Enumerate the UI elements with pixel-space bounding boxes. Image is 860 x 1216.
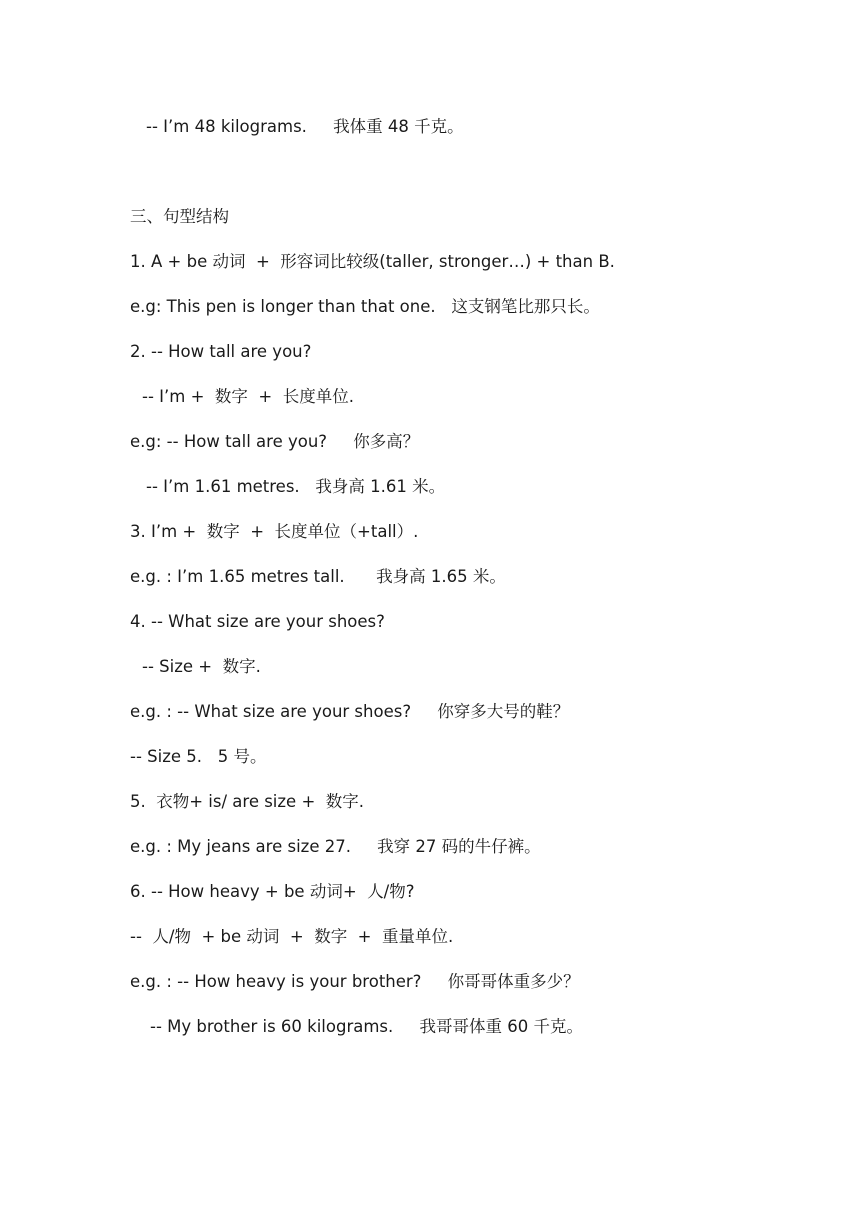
pattern-line: 1. A + be 动词 + 形容词比较级(taller, stronger…) + than B.: [130, 252, 615, 271]
pattern-line: -- I’m + 数字 + 长度单位.: [142, 387, 354, 406]
example-line: e.g. : -- How heavy is your brother? 你哥哥体重多少？: [130, 972, 580, 991]
example-answer-line: -- I’m 48 kilograms. 我体重 48 千克。: [146, 117, 464, 136]
example-line: -- My brother is 60 kilograms. 我哥哥体重 60 千克。: [150, 1017, 583, 1036]
example-line: e.g. : My jeans are size 27. 我穿 27 码的牛仔裤。: [130, 837, 541, 856]
pattern-line: 6. -- How heavy + be 动词+ 人/物?: [130, 882, 415, 901]
example-line: e.g. : I’m 1.65 metres tall. 我身高 1.65 米。: [130, 567, 506, 586]
example-line: e.g: This pen is longer than that one. 这支钢笔比那只长。: [130, 297, 600, 316]
pattern-line: 3. I’m + 数字 + 长度单位（+tall）.: [130, 522, 419, 541]
pattern-line: 4. -- What size are your shoes?: [130, 612, 385, 631]
example-line: -- I’m 1.61 metres. 我身高 1.61 米。: [146, 477, 446, 496]
pattern-line: -- Size + 数字.: [142, 657, 261, 676]
section-heading: 三、句型结构: [130, 207, 229, 226]
example-line: e.g: -- How tall are you? 你多高？: [130, 432, 420, 451]
example-line: -- Size 5. 5 号。: [130, 747, 267, 766]
example-line: e.g. : -- What size are your shoes? 你穿多大号的鞋？: [130, 702, 570, 721]
pattern-line: -- 人/物 + be 动词 + 数字 + 重量单位.: [130, 927, 454, 946]
pattern-line: 5. 衣物+ is/ are size + 数字.: [130, 792, 365, 811]
pattern-line: 2. -- How tall are you?: [130, 342, 312, 361]
